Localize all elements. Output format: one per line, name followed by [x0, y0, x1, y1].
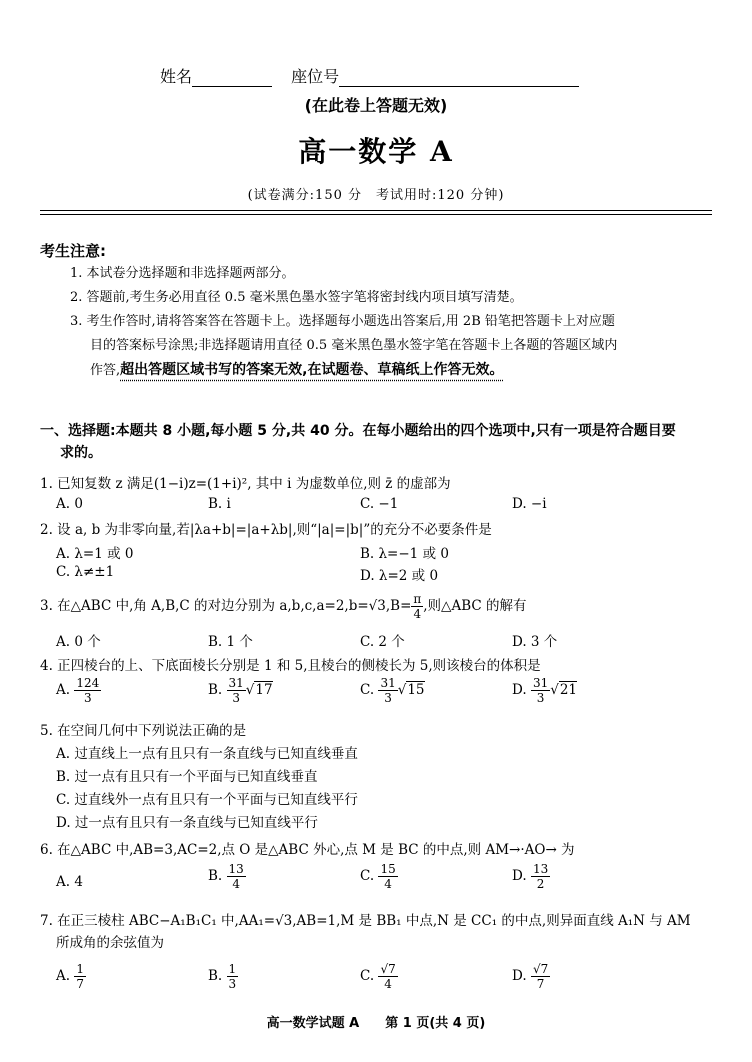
question-stem: 1. 已知复数 z 满足(1−i)z=(1+i)², 其中 i 为虚数单位,则 z̄ 的虚部为	[40, 476, 451, 492]
section-heading: 一、选择题:本题共 8 小题,每小题 5 分,共 40 分。在每小题给出的四个选项中,只有一项是符合题目要 求的。	[40, 423, 676, 461]
page-title: 高一数学 A	[298, 135, 454, 168]
seat-blank[interactable]	[339, 68, 579, 87]
option-c: C. λ≠±1	[56, 564, 115, 580]
fraction: $\frac{\pi}{4}$	[413, 592, 422, 621]
question-stem: 4. 正四棱台的上、下底面棱长分别是 1 和 5,且棱台的侧棱长为 5,则该棱台的体积是	[40, 658, 541, 674]
attention-item: 1. 本试卷分选择题和非选择题两部分。	[70, 266, 295, 281]
option-a: A. $\frac{124}{3}$	[56, 676, 100, 705]
option-c: C. $\frac{31}{3}$ √15	[360, 676, 425, 705]
option-b: B. λ=−1 或 0	[360, 546, 449, 562]
seat-label: 座位号	[291, 67, 340, 86]
option-c: C. $\frac{√7}{4}$	[360, 962, 396, 991]
option-c: C. 2 个	[360, 634, 405, 650]
option-b: B. $\frac{1}{3}$	[208, 962, 237, 991]
name-label: 姓名	[160, 67, 193, 86]
option-b: B. $\frac{31}{3}$ √17	[208, 676, 273, 705]
attention-emphasis: 超出答题区域书写的答案无效,在试题卷、草稿纸上作答无效。	[120, 362, 504, 378]
option-d: D. 3 个	[512, 634, 558, 650]
name-blank[interactable]	[192, 68, 272, 87]
option-c: C. 过直线外一点有且只有一个平面与已知直线平行	[56, 792, 358, 808]
question-4	[40, 654, 720, 674]
attention-item-last: 作答,超出答题区域书写的答案无效,在试题卷、草稿纸上作答无效。	[90, 362, 504, 378]
option-b: B. $\frac{13}{4}$	[208, 862, 244, 891]
question-stem: 7. 在正三棱柱 ABC−A₁B₁C₁ 中,AA₁=√3,AB=1,M 是 BB₁ 中点,N 是 CC₁ 的中点,则异面直线 A₁N 与 AM	[40, 913, 691, 929]
question-stem: 6. 在△ABC 中,AB=3,AC=2,点 O 是△ABC 外心,点 M 是 BC 的中点,则 AM→·AO→ 为	[40, 842, 575, 858]
option-a: A. 过直线上一点有且只有一条直线与已知直线垂直	[56, 746, 358, 762]
divider	[40, 214, 712, 215]
attention-item: 3. 考生作答时,请将答案答在答题卡上。选择题每小题选出答案后,用 2B 铅笔把答题卡上对应题	[70, 314, 615, 329]
question-2	[40, 518, 720, 538]
option-d: D. −i	[512, 496, 547, 512]
attention-heading: 考生注意:	[40, 242, 106, 260]
question-3: 3. 在△ABC 中,角 A,B,C 的对边分别为 a,b,c,a=2,b=√3,B= $\frac{\pi}{4}$ ,则△ABC 的解有	[40, 592, 527, 621]
option-b: B. 1 个	[208, 634, 253, 650]
student-info-line	[160, 64, 579, 87]
option-a: A. 4	[56, 874, 83, 890]
divider	[40, 210, 712, 211]
question-stem: 5. 在空间几何中下列说法正确的是	[40, 723, 247, 739]
option-d: D. $\frac{√7}{7}$	[512, 962, 549, 991]
question-6	[40, 838, 720, 858]
question-5	[40, 720, 720, 835]
invalid-notice: (在此卷上答题无效)	[304, 96, 448, 115]
exam-subtitle: (试卷满分:150 分 考试用时:120 分钟)	[247, 188, 505, 203]
attention-item: 目的答案标号涂黑;非选择题请用直径 0.5 毫米黑色墨水签字笔在答题卡上各题的答题区域内	[90, 338, 618, 353]
question-stem-cont: 所成角的余弦值为	[56, 935, 164, 951]
option-a: A. 0	[56, 496, 83, 512]
question-1	[40, 472, 720, 492]
option-d: D. $\frac{13}{2}$	[512, 862, 549, 891]
question-stem: 2. 设 a, b 为非零向量,若|λa+b|=|a+λb|,则“|a|=|b|”的充分不必要条件是	[40, 522, 492, 538]
option-d: D. 过一点有且只有一条直线与已知直线平行	[56, 815, 318, 831]
option-d: D. $\frac{31}{3}$ √21	[512, 676, 578, 705]
option-d: D. λ=2 或 0	[360, 568, 439, 584]
option-b: B. i	[208, 496, 231, 512]
option-a: A. 0 个	[56, 634, 101, 650]
option-c: C. $\frac{15}{4}$	[360, 862, 396, 891]
option-a: A. $\frac{1}{7}$	[56, 962, 84, 991]
attention-item: 2. 答题前,考生务必用直径 0.5 毫米黑色墨水签字笔将密封线内项目填写清楚。	[70, 290, 523, 305]
option-b: B. 过一点有且只有一个平面与已知直线垂直	[56, 769, 318, 785]
page-footer: 高一数学试题 A 第 1 页(共 4 页)	[266, 1016, 486, 1031]
attention-list	[70, 262, 710, 383]
option-a: A. λ=1 或 0	[56, 546, 134, 562]
question-7	[40, 910, 720, 954]
option-c: C. −1	[360, 496, 399, 512]
